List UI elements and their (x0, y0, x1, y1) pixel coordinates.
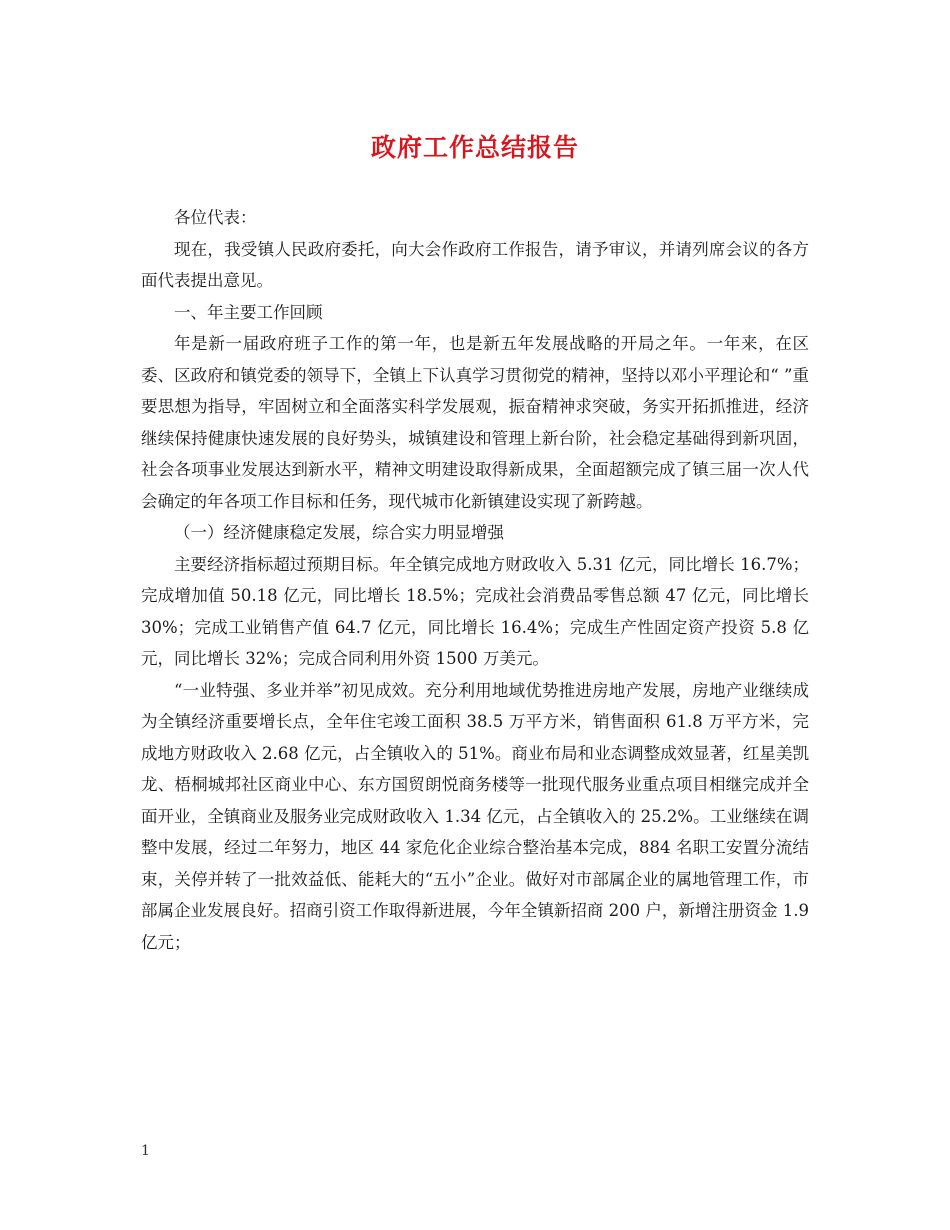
salutation-paragraph: 各位代表： (174, 208, 257, 227)
intro-paragraph: 现在，我受镇人民政府委托，向大会作政府工作报告，请予审议，并请列席会议的各方面代表提出意见。 (141, 239, 809, 290)
review-paragraph: 年是新一届政府班子工作的第一年，也是新五年发展战略的开局之年。一年来，在区委、区政府和镇党委的领导下，全镇上下认真学习贯彻党的精神，坚持以邓小平理论和“ ”重要思想为指导，牢固树立和全面落实科学发展观，振奋精神求突破，务实开拓抓推进，经济继续保持健康快速发展的良好势头，城镇建设和管理上新台阶，社会稳定基础得到新巩固，社会各项事业发展达到新水平，精神文明建设取得新成果，全面超额完成了镇三届一次人代会确定的年各项工作目标和任务，现代城市化新镇建设实现了新跨越。 (141, 334, 809, 511)
page-number: 1 (141, 1143, 150, 1159)
document-body (141, 202, 809, 958)
industry-paragraph: “一业特强、多业并举”初见成效。充分利用地域优势推进房地产发展，房地产业继续成为全镇经济重要增长点，全年住宅竣工面积 38.5 万平方米，销售面积 61.8 万平方米，完成地方财政收入 2.68 亿元，占全镇收入的 51%。商业布局和业态调整成效显著，红星美凯龙、梧桐城邦社区商业中心、东方国贸朗悦商务楼等一批现代服务业重点项目相继完成并全面开业，全镇商业及服务业完成财政收入 1.34 亿元，占全镇收入的 25.2%。工业继续在调整中发展，经过二年努力，地区 44 家危化企业综合整治基本完成，884 名职工安置分流结束，关停并转了一批效益低、能耗大的“五小”企业。做好对市部属企业的属地管理工作，市部属企业发展良好。招商引资工作取得新进展，今年全镇新招商 200 户，新增注册资金 1.9 亿元； (141, 680, 809, 952)
document-title: 政府工作总结报告 (370, 133, 579, 162)
subsection-heading: （一）经济健康稳定发展，综合实力明显增强 (174, 523, 504, 542)
section-heading: 一、年主要工作回顾 (174, 302, 323, 322)
economic-indicators-paragraph: 主要经济指标超过预期目标。年全镇完成地方财政收入 5.31 亿元，同比增长 16.7%；完成增加值 50.18 亿元，同比增长 18.5%；完成社会消费品零售总额 47 亿元，同比增长 30%；完成工业销售产值 64.7 亿元，同比增长 16.4%；完成生产性固定资产投资 5.8 亿元，同比增长 32%；完成合同利用外资 1500 万美元。 (141, 554, 809, 668)
